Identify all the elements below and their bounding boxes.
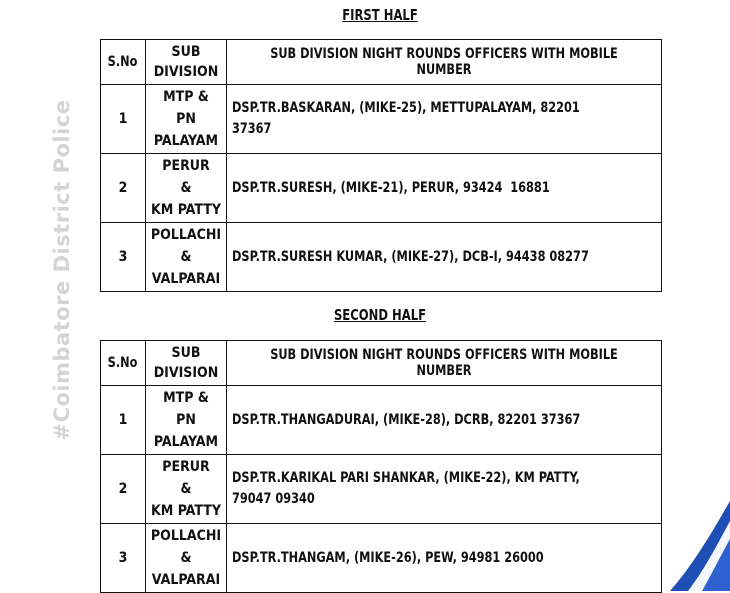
second-half-title: SECOND HALF (333, 306, 427, 324)
row-sub-division: PERUR & KM PATTY (146, 154, 227, 223)
row-officer: DSP.TR.SURESH KUMAR, (MIKE-27), DCB-I, 94438 08277 (227, 223, 662, 292)
table-header-row (101, 40, 662, 85)
row-sno: 2 (101, 455, 146, 524)
first-half-table (100, 39, 662, 292)
row-officer: DSP.TR.KARIKAL PARI SHANKAR, (MIKE-22), KM PATTY, 79047 09340 (227, 455, 662, 524)
row-officer: DSP.TR.BASKARAN, (MIKE-25), METTUPALAYAM, 82201 37367 (227, 85, 662, 154)
row-sno: 2 (101, 154, 146, 223)
first-half-title: FIRST HALF (342, 6, 418, 24)
row-officer: DSP.TR.THANGAM, (MIKE-26), PEW, 94981 26000 (227, 524, 662, 593)
row-sub-division: MTP & PN PALAYAM (146, 386, 227, 455)
row-sub-division: MTP & PN PALAYAM (146, 85, 227, 154)
corner-swoosh-graphic (670, 481, 730, 591)
row-sub-division: PERUR & KM PATTY (146, 455, 227, 524)
row-sub-division: POLLACHI & VALPARAI (146, 524, 227, 593)
second-half-table (100, 340, 662, 593)
table-row (101, 154, 662, 223)
table-row (101, 455, 662, 524)
row-officer: DSP.TR.SURESH, (MIKE-21), PERUR, 93424 16881 (227, 154, 662, 223)
row-sno: 3 (101, 223, 146, 292)
header-sub-division: SUB DIVISION (146, 40, 227, 85)
row-sno: 3 (101, 524, 146, 593)
table-row (101, 524, 662, 593)
row-officer: DSP.TR.THANGADURAI, (MIKE-28), DCRB, 82201 37367 (227, 386, 662, 455)
header-officers: SUB DIVISION NIGHT ROUNDS OFFICERS WITH MOBILE NUMBER (227, 341, 662, 386)
row-sno: 1 (101, 85, 146, 154)
row-sno: 1 (101, 386, 146, 455)
table-header-row (101, 341, 662, 386)
watermark-text: #Coimbatore District Police (50, 99, 74, 441)
header-sub-division: SUB DIVISION (146, 341, 227, 386)
table-row (101, 223, 662, 292)
table-row (101, 85, 662, 154)
header-officers: SUB DIVISION NIGHT ROUNDS OFFICERS WITH MOBILE NUMBER (227, 40, 662, 85)
header-sno: S.No (101, 341, 146, 386)
header-sno: S.No (101, 40, 146, 85)
row-sub-division: POLLACHI & VALPARAI (146, 223, 227, 292)
table-row (101, 386, 662, 455)
